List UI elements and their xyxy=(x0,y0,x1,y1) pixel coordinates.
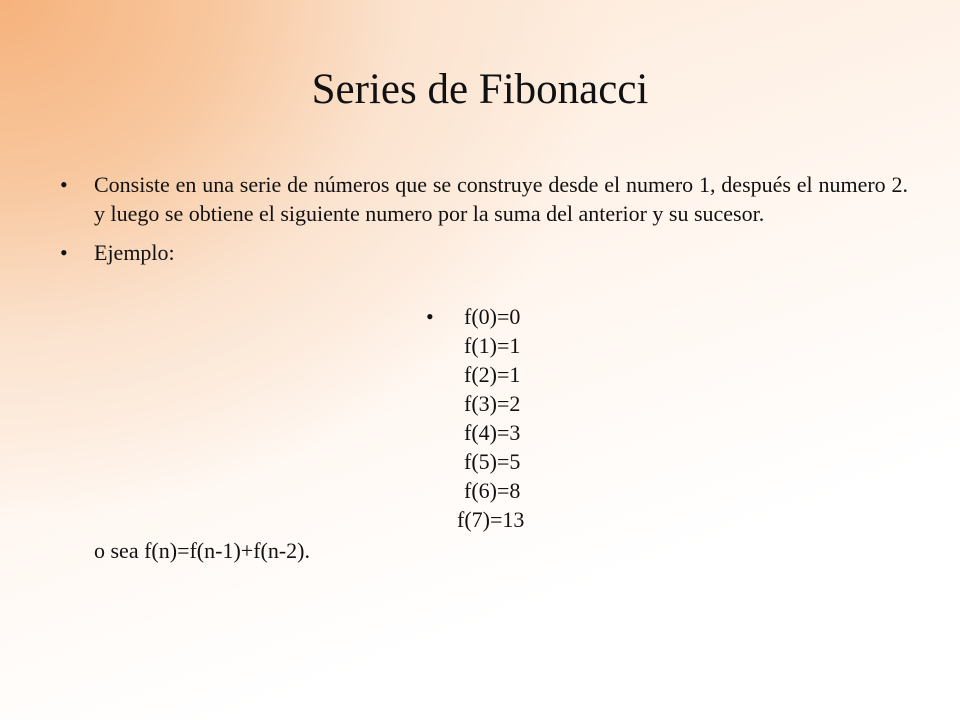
example-line: f(0)=0 xyxy=(464,304,521,329)
bullet-text: Ejemplo: xyxy=(94,240,175,265)
bullet-icon: • xyxy=(426,304,434,329)
example-line: f(2)=1 xyxy=(464,362,521,387)
example-line: f(1)=1 xyxy=(464,333,521,358)
example-line: f(3)=2 xyxy=(464,391,521,416)
fibonacci-example-list xyxy=(426,302,590,534)
bullet-list xyxy=(60,170,908,277)
bullet-icon: • xyxy=(60,240,68,265)
recurrence-formula: o sea f(n)=f(n-1)+f(n-2). xyxy=(94,538,310,563)
bullet-item-example xyxy=(60,238,908,267)
example-line: f(7)=13 xyxy=(457,507,525,532)
bullet-item-description xyxy=(60,170,908,228)
bullet-text: Consiste en una serie de números que se construye desde el numero 1, después el numero 2. y luego se obtiene el siguiente numero por la suma del anterior y su sucesor. xyxy=(94,172,908,226)
example-line: f(4)=3 xyxy=(464,420,521,445)
slide-title: Series de Fibonacci xyxy=(311,66,649,113)
example-line: f(6)=8 xyxy=(464,478,521,503)
bullet-icon: • xyxy=(60,172,68,197)
example-line: f(5)=5 xyxy=(464,449,521,474)
